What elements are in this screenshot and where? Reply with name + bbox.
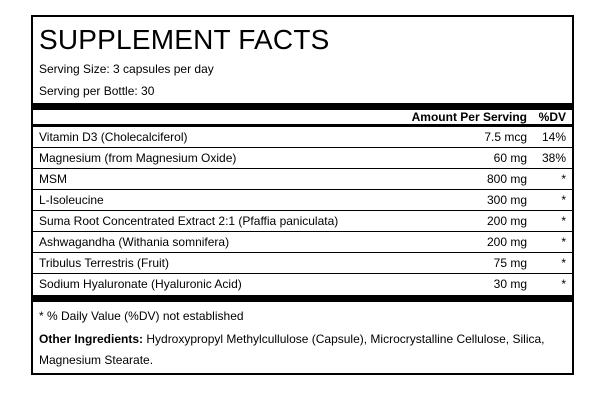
nutrient-amount: 7.5 mcg bbox=[484, 130, 527, 144]
thick-rule-top bbox=[33, 103, 572, 110]
nutrient-dv: 14% bbox=[541, 130, 566, 144]
nutrient-dv: * bbox=[561, 193, 566, 207]
nutrient-name: Vitamin D3 (Cholecalciferol) bbox=[39, 130, 188, 144]
nutrient-dv: * bbox=[561, 256, 566, 270]
nutrient-name: Suma Root Concentrated Extract 2:1 (Pfaffia paniculata) bbox=[39, 214, 339, 228]
panel-title: SUPPLEMENT FACTS bbox=[39, 24, 330, 55]
nutrient-amount: 30 mg bbox=[493, 277, 527, 291]
table-row bbox=[33, 274, 572, 295]
table-row bbox=[33, 148, 572, 169]
servings-per-bottle: Serving per Bottle: 30 bbox=[39, 84, 155, 98]
dv-column-header: %DV bbox=[538, 110, 566, 124]
nutrient-name: Ashwagandha (Withania somnifera) bbox=[39, 235, 230, 249]
table-row bbox=[33, 190, 572, 211]
nutrient-amount: 200 mg bbox=[486, 214, 527, 228]
amount-column-header: Amount Per Serving bbox=[411, 110, 527, 124]
table-row bbox=[33, 253, 572, 274]
nutrient-name: Magnesium (from Magnesium Oxide) bbox=[39, 151, 237, 165]
nutrient-rows bbox=[33, 127, 572, 295]
table-row bbox=[33, 127, 572, 148]
other-ingredients bbox=[39, 329, 564, 371]
thick-rule-bottom bbox=[33, 295, 572, 302]
nutrient-dv: * bbox=[561, 172, 566, 186]
nutrient-amount: 300 mg bbox=[486, 193, 527, 207]
nutrient-name: MSM bbox=[39, 172, 67, 186]
nutrient-amount: 75 mg bbox=[493, 256, 527, 270]
nutrient-name: Sodium Hyaluronate (Hyaluronic Acid) bbox=[39, 277, 242, 291]
nutrient-amount: 800 mg bbox=[486, 172, 527, 186]
table-row bbox=[33, 211, 572, 232]
dv-footnote: * % Daily Value (%DV) not established bbox=[39, 309, 244, 323]
column-header-row bbox=[33, 110, 572, 124]
other-ingredients-text: Hydroxypropyl Methylcullulose (Capsule), Microcrystalline Cellulose, Silica, Magnesium Stearate. bbox=[39, 332, 545, 367]
nutrient-dv: * bbox=[561, 214, 566, 228]
nutrient-amount: 60 mg bbox=[493, 151, 527, 165]
serving-size: Serving Size: 3 capsules per day bbox=[39, 62, 214, 76]
table-row bbox=[33, 232, 572, 253]
nutrient-name: L-Isoleucine bbox=[39, 193, 104, 207]
table-row bbox=[33, 169, 572, 190]
nutrient-dv: 38% bbox=[541, 151, 566, 165]
nutrient-dv: * bbox=[561, 277, 566, 291]
supplement-facts-panel bbox=[31, 15, 574, 375]
other-ingredients-label: Other Ingredients: bbox=[39, 332, 144, 346]
nutrient-dv: * bbox=[561, 235, 566, 249]
nutrient-amount: 200 mg bbox=[486, 235, 527, 249]
nutrient-name: Tribulus Terrestris (Fruit) bbox=[39, 256, 170, 270]
